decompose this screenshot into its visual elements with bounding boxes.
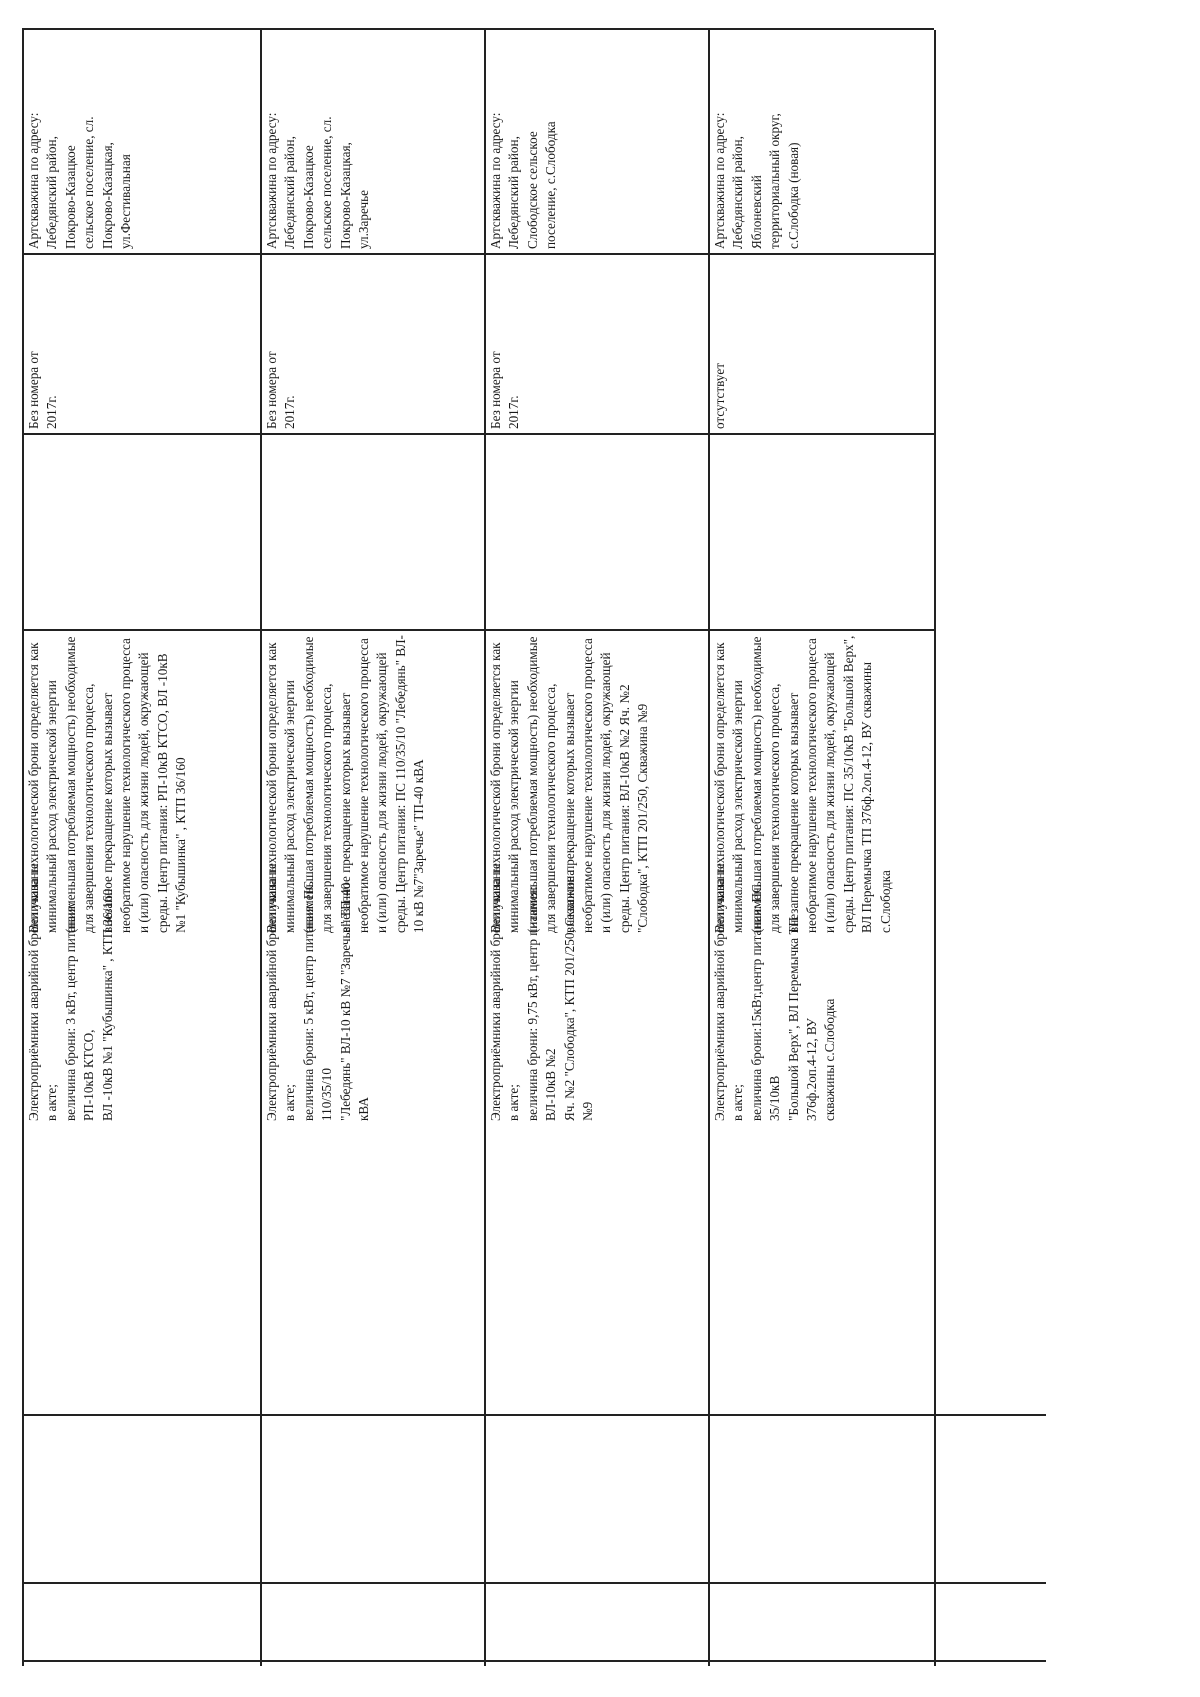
act-number: Без номера от 2017г.: [26, 351, 60, 429]
column-divider: [260, 254, 934, 256]
table-row: [24, 856, 258, 1416]
technological-reserve: Величина технологической брони определяется как минимальный расход электрической энергии (наименьшая потребляемая мощность) необходимые для завершения технологического процесса, внезапное прекращение которых вызывает необратимое нарушение технологического процесса и (или) опасность для жизни людей, окружающей среды. Центр питания: РП-10кВ КТСО, ВЛ -10кВ №1 "Кубышинка" , КТП 36/160: [26, 636, 189, 933]
table-row: [486, 256, 706, 432]
rotated-page: [22, 30, 1046, 1666]
table-row: [262, 32, 482, 252]
emergency-reserve: Электроприёмники аварийной брони указаны в акте; величина брони: 5 кВт, центр питания: ПС 110/35/10 "Лебедянь" ВЛ-10 кВ №7 "Заречье" ТП-40 кВА: [264, 863, 372, 1121]
table-row: [262, 856, 482, 1416]
column-divider: [22, 434, 934, 436]
emergency-reserve: Электроприёмники аварийной брони указаны в акте; величина брони:15кВт,центр питания: ПС 35/10кВ "Большой Верх", ВЛ Перемычка ТП 376ф.2оп.4-12, ВУ скважины с.Слободка: [712, 863, 838, 1121]
table-row: [262, 256, 482, 432]
emergency-reserve: Электроприёмники аварийной брони указаны в акте; величина брони: 9,75 кВт, центр питания: ВЛ-10кВ №2 Яч. №2 "Слободка", КТП 201/250, Скважина №9: [488, 863, 596, 1121]
object-address: Артскважина по адресу: Лебедянский район, Покрово-Казацкое сельское поселение, сл. Покрово-Казацкая, ул.Фестивальная: [26, 112, 134, 249]
technological-reserve: Величина технологической брони определяется как минимальный расход электрической энергии (наименьшая потребляемая мощность) необходимые для завершения технологического процесса, внезапное прекращение которых вызывает необратимое нарушение технологического процесса и (или) опасность для жизни людей, окружающей среды. Центр питания: ПС 35/10кВ "Большой Верх", ВЛ Перемычка ТП 376ф.2оп.4-12, ВУ скважины с.Слободка: [712, 635, 893, 933]
empty-column-line: [22, 1661, 1046, 1663]
emergency-reserve: Электроприёмники аварийной брони указаны в акте; величина брони: 3 кВт, центр питания: РП-10кВ КТСО, ВЛ -10кВ №1 "Кубышинка" , КТП 36/160: [26, 863, 115, 1121]
table-row: [710, 32, 932, 252]
act-number: отсутствует: [712, 363, 727, 429]
technological-reserve: Величина технологической брони определяется как минимальный расход электрической энергии (наименьшая потребляемая мощность) необходимые для завершения технологического процесса, внезапное прекращение которых вызывает необратимое нарушение технологического процесса и (или) опасность для жизни людей, окружающей среды. Центр питания: ВЛ-10кВ №2 Яч. №2 "Слободка", КТП 201/250, Скважина №9: [488, 636, 651, 933]
column-divider: [22, 254, 260, 256]
table-row: [486, 32, 706, 252]
technological-reserve: Величина технологической брони определяется как минимальный расход электрической энергии (наименьшая потребляемая мощность) необходимые для завершения технологического процесса, внезапное прекращение которых вызывает необратимое нарушение технологического процесса и (или) опасность для жизни людей, окружающей среды. Центр питания: ПС 110/35/10 "Лебедянь" ВЛ- 10 кВ №7"Заречье" ТП-40 кВА: [264, 635, 427, 933]
table-row: [24, 32, 258, 252]
table-row: [710, 856, 932, 1416]
object-address: Артскважина по адресу: Лебедянский район, Покрово-Казацкое сельское поселение, сл. Покрово-Казацкая, ул.Заречье: [264, 112, 372, 249]
row-divider: [934, 30, 936, 1666]
object-address: Артскважина по адресу: Лебедянский район, Яблоневский территориальный округ, с.Слободка (новая): [712, 112, 801, 249]
table-area: [22, 30, 1046, 1666]
table-row: [486, 856, 706, 1416]
table-row: [710, 256, 932, 432]
column-divider: [22, 29, 934, 31]
empty-column-line: [22, 1583, 1046, 1585]
table-row: [24, 256, 258, 432]
act-number: Без номера от 2017г.: [488, 351, 522, 429]
object-address: Артскважина по адресу: Лебедянский район, Слободское сельское поселение, с.Слободка: [488, 112, 559, 249]
act-number: Без номера от 2017г.: [264, 351, 298, 429]
